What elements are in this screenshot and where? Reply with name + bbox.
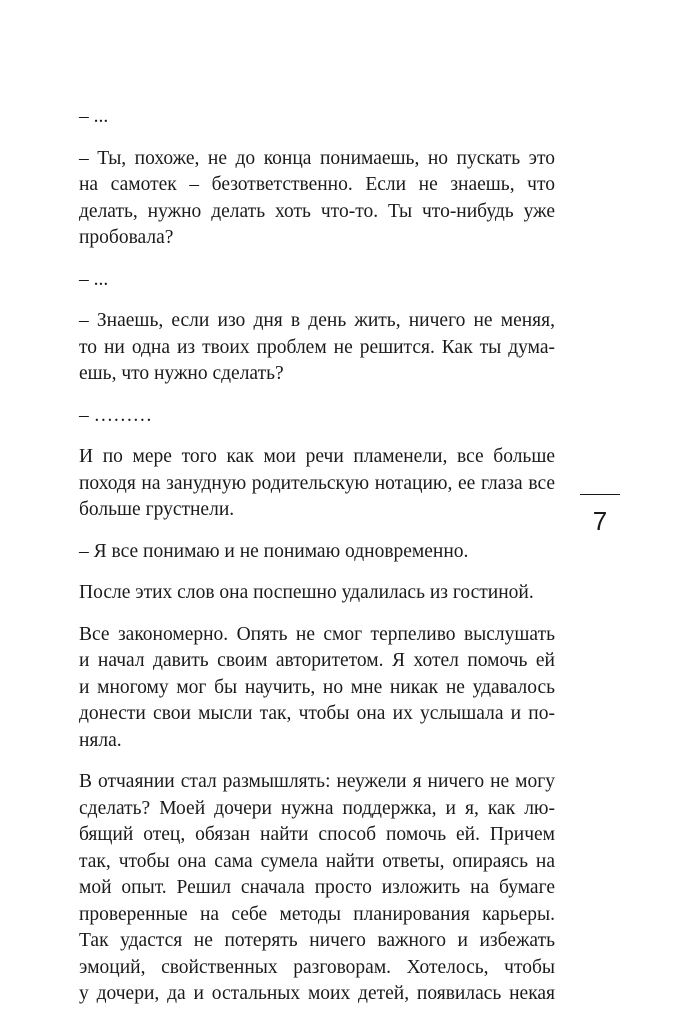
paragraph bbox=[79, 769, 555, 1008]
text-line: Так удастся не потерять ничего важного и избежать bbox=[79, 930, 555, 951]
page-number-rule bbox=[580, 494, 620, 495]
text-line: бящий отец, обязан найти способ помочь ей. Причем bbox=[79, 824, 555, 845]
text-line: эмоций, свойственных разговорам. Хотелось, чтобы bbox=[79, 956, 555, 978]
text-line: В отчаянии стал размышлять: неужели я ничего не могу bbox=[79, 771, 555, 792]
paragraph bbox=[79, 104, 555, 131]
paragraph bbox=[79, 267, 555, 294]
text-line: – ……… bbox=[79, 404, 153, 426]
text-line: После этих слов она поспешно удалилась из гостиной. bbox=[79, 582, 534, 603]
text-line: и начал давить своим авторитетом. Я хотел помочь ей bbox=[79, 650, 555, 671]
page-number: 7 bbox=[592, 506, 608, 536]
paragraph bbox=[79, 444, 555, 524]
page-number-marker bbox=[580, 494, 620, 535]
text-line: сделать? Моей дочери нужна поддержка, и я, как лю- bbox=[79, 797, 555, 819]
text-line: делать, нужно делать хоть что-то. Ты что-нибудь уже bbox=[79, 200, 555, 222]
paragraph bbox=[79, 580, 555, 607]
text-line: – Я все понимаю и не понимаю одновременно. bbox=[79, 540, 469, 562]
text-line: ешь, что нужно сделать? bbox=[79, 363, 284, 384]
paragraph bbox=[79, 622, 555, 755]
paragraph bbox=[79, 308, 555, 388]
paragraph bbox=[79, 403, 555, 430]
text-line: – Знаешь, если изо дня в день жить, ничего не меняя, bbox=[79, 310, 555, 331]
text-line: – ... bbox=[79, 268, 109, 290]
paragraph bbox=[79, 539, 555, 566]
text-line: проверенные на себе методы планирования карьеры. bbox=[79, 903, 555, 925]
text-line: походя на занудную родительскую нотацию, ее глаза все bbox=[79, 472, 555, 494]
text-line: то ни одна из твоих проблем не решится. Как ты дума- bbox=[79, 336, 555, 358]
text-line: так, чтобы она сама сумела найти ответы, опираясь на bbox=[79, 850, 555, 872]
text-line: – Ты, похоже, не до конца понимаешь, но пускать это bbox=[79, 147, 555, 169]
text-line: и многому мог бы научить, но мне никак не удавалось bbox=[79, 676, 555, 698]
page-body bbox=[79, 104, 555, 1023]
text-line: Все закономерно. Опять не смог терпеливо выслушать bbox=[79, 623, 555, 645]
paragraph bbox=[79, 146, 555, 252]
text-line: мой опыт. Решил сначала просто изложить на бумаге bbox=[79, 877, 555, 898]
text-line: донести свои мысли так, чтобы она их услышала и по- bbox=[79, 703, 555, 724]
text-line: больше грустнели. bbox=[79, 499, 235, 520]
text-line: пробовала? bbox=[79, 227, 174, 248]
text-line: на самотек – безответственно. Если не знаешь, что bbox=[79, 174, 555, 195]
text-line: И по мере того как мои речи пламенели, все больше bbox=[79, 446, 555, 467]
text-line: няла. bbox=[79, 729, 122, 751]
text-line: у дочери, да и остальных моих детей, появилась некая bbox=[79, 983, 555, 1004]
text-line: – ... bbox=[79, 106, 109, 127]
